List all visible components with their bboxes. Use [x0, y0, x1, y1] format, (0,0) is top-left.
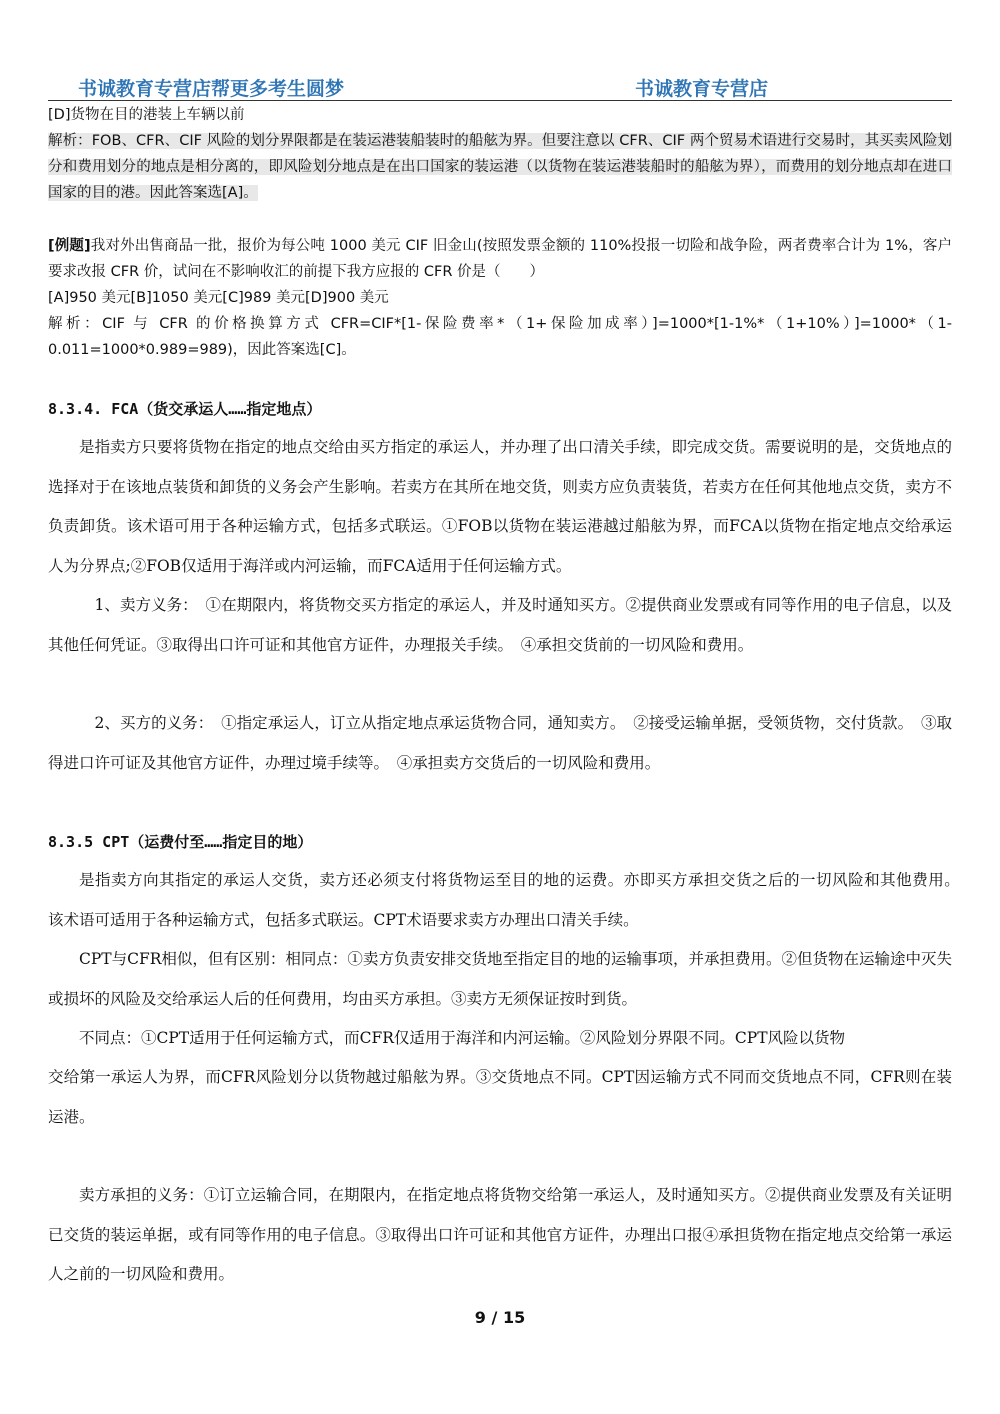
analysis-text: 解析：FOB、CFR、CIF 风险的划分界限都是在装运港装船装时的船舷为界。但要注意以 CFR、CIF 两个贸易术语进行交易时，其买卖风险划分和费用划分的地点是相分离的，即风险划分地点是在出口国家的装运港（以货物在装运港装船时的船舷为界），而费用的划分地点却在进口国家的目的港。因此答案选[A]。	[48, 133, 952, 201]
previous-option-d: [D]货物在目的港装上车辆以前	[48, 107, 245, 123]
example-label: [例题]	[48, 238, 91, 254]
section-heading-cpt: 8.3.5 CPT（运费付至……指定目的地）	[48, 833, 313, 851]
example-analysis: 解析：CIF 与 CFR 的价格换算方式 CFR=CIF*[1-保险费率*（1+保险加成率）]=1000*[1-1%*（1+10%）]=1000*（1-0.011=1000*0.989=989)，因此答案选[C]。	[48, 316, 952, 358]
example-question-text: 我对外出售商品一批，报价为每公吨 1000 美元 CIF 旧金山(按照发票金额的 110%投报一切险和战争险，两者费率合计为 1%，客户要求改报 CFR 价，试问在不影响收汇的前提下我方应报的 CFR 价是（ ）	[48, 238, 952, 280]
header-store-slogan: 书诚教育专营店帮更多考生圆梦	[78, 78, 345, 100]
page-header	[48, 72, 952, 101]
page-number-separator: /	[491, 1308, 498, 1327]
header-store-name: 书诚教育专营店	[635, 78, 769, 100]
cpt-similarity-paragraph: CPT与CFR相似，但有区别：相同点：①卖方负责安排交货地至指定目的地的运输事项，并承担费用。②但货物在运输途中灭失或损坏的风险及交给承运人后的任何费用，均由买方承担。③卖方无须保证按时到货。	[48, 950, 952, 1008]
page-number-current: 9	[474, 1308, 486, 1327]
section-heading-fca: 8.3.4. FCA（货交承运人……指定地点）	[48, 400, 322, 418]
cpt-seller-obligations: 卖方承担的义务：①订立运输合同，在期限内，在指定地点将货物交给第一承运人，及时通知买方。②提供商业发票及有关证明已交货的装运单据，或有同等作用的电子信息。③取得出口许可证和其他官方证件，办理出口报④承担货物在指定地点交给第一承运人之前的一切风险和费用。	[48, 1186, 952, 1283]
cpt-difference-line-1: 不同点：①CPT适用于任何运输方式，而CFR仅适用于海洋和内河运输。②风险划分界限不同。CPT风险以货物	[79, 1029, 846, 1047]
page-number	[0, 1308, 1000, 1327]
example-options: [A]950 美元[B]1050 美元[C]989 美元[D]900 美元	[48, 290, 389, 306]
page-number-total: 15	[502, 1308, 526, 1327]
fca-seller-obligations: 1、卖方义务： ①在期限内，将货物交买方指定的承运人，并及时通知买方。②提供商业发票或有同等作用的电子信息，以及其他任何凭证。③取得出口许可证和其他官方证件，办理报关手续。 ④承担交货前的一切风险和费用。	[48, 596, 952, 654]
example-question	[48, 233, 952, 285]
cpt-difference-continued: 交给第一承运人为界，而CFR风险划分以货物越过船舷为界。③交货地点不同。CPT因运输方式不同而交货地点不同，CFR则在装运港。	[48, 1068, 952, 1126]
analysis-paragraph	[48, 128, 952, 206]
fca-buyer-obligations: 2、买方的义务： ①指定承运人，订立从指定地点承运货物合同，通知卖方。 ②接受运输单据，受领货物，交付货款。 ③取得进口许可证及其他官方证件，办理过境手续等。 ④承担卖方交货后的一切风险和费用。	[48, 714, 952, 772]
fca-intro-paragraph: 是指卖方只要将货物在指定的地点交给由买方指定的承运人，并办理了出口清关手续，即完成交货。需要说明的是，交货地点的选择对于在该地点装货和卸货的义务会产生影响。若卖方在其所在地交货，则卖方应负责装货，若卖方在任何其他地点交货，卖方不负责卸货。该术语可用于各种运输方式，包括多式联运。①FOB以货物在装运港越过船舷为界，而FCA以货物在指定地点交给承运人为分界点;②FOB仅适用于海洋或内河运输，而FCA适用于任何运输方式。	[48, 438, 952, 575]
cpt-intro-paragraph: 是指卖方向其指定的承运人交货，卖方还必须支付将货物运至目的地的运费。亦即买方承担交货之后的一切风险和其他费用。 该术语可适用于各种运输方式，包括多式联运。CPT术语要求卖方办理出口清关手续。	[48, 871, 968, 929]
